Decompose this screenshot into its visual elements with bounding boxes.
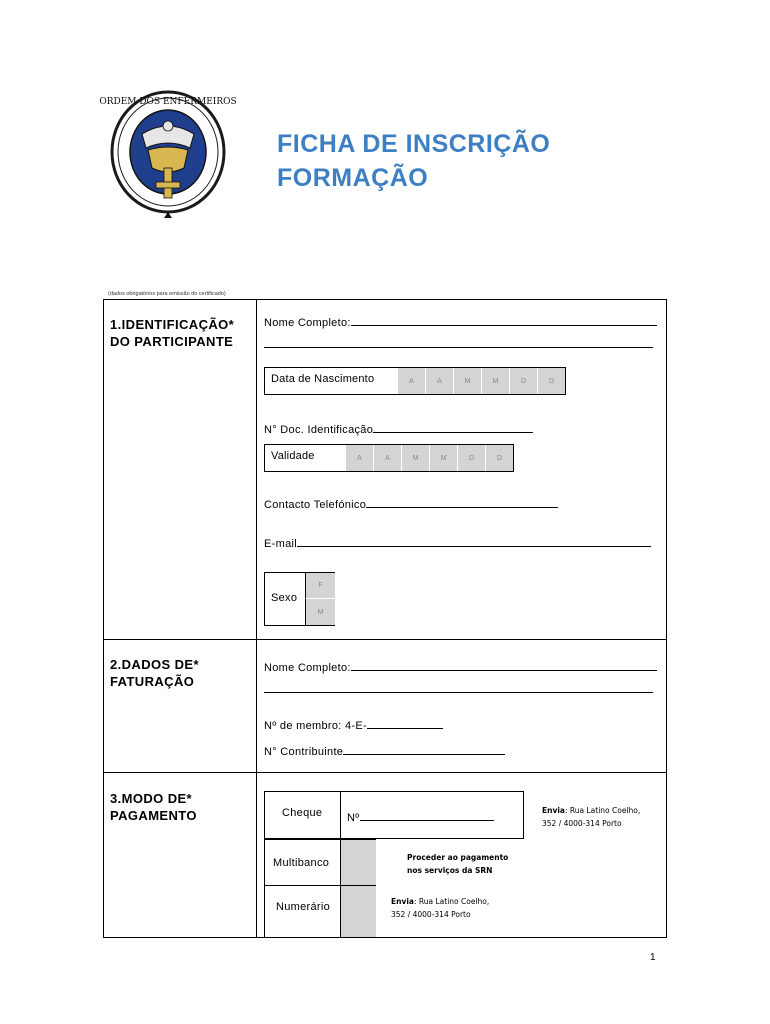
birth-year-cell-2[interactable]: A	[425, 368, 453, 394]
numerario-send-address: Envia: Rua Latino Coelho, 352 / 4000-314 Porto	[391, 897, 490, 919]
numerario-checkbox[interactable]	[340, 886, 376, 937]
taxpayer-number-input[interactable]	[343, 744, 505, 755]
multibanco-note: Proceder ao pagamento nos serviços da SRN	[407, 853, 509, 875]
cheque-number-input[interactable]	[360, 810, 494, 821]
participant-name-field[interactable]: Nome Completo:	[264, 315, 657, 329]
member-number-field[interactable]: Nº de membro: 4-E-	[264, 718, 443, 732]
page-number: 1	[650, 952, 656, 963]
birth-date-box[interactable]: Data de Nascimento A A M M D D	[264, 367, 566, 395]
billing-name-line2[interactable]	[264, 692, 653, 693]
birth-month-cell-2[interactable]: M	[481, 368, 509, 394]
validity-month-cell-2[interactable]: M	[429, 445, 457, 471]
cheque-divider	[340, 792, 341, 838]
cheque-send-address: Envia: Rua Latino Coelho, 352 / 4000-314 Porto	[542, 806, 641, 828]
form-title-line2: FORMAÇÃO	[277, 164, 429, 192]
birth-day-cell-1[interactable]: D	[509, 368, 537, 394]
row-divider-2	[103, 772, 667, 773]
sex-option-f[interactable]: F	[305, 573, 335, 599]
member-number-input[interactable]	[367, 718, 443, 729]
section-faturacao-title: 2.DADOS DE* FATURAÇÃO	[110, 657, 199, 689]
billing-name-field[interactable]: Nome Completo:	[264, 660, 657, 674]
sex-label: Sexo	[271, 592, 298, 604]
id-document-field[interactable]: N° Doc. Identificação	[264, 422, 533, 436]
id-document-input[interactable]	[373, 422, 533, 433]
validity-day-cell-1[interactable]: D	[457, 445, 485, 471]
sex-box	[264, 572, 335, 626]
birth-month-cell-1[interactable]: M	[453, 368, 481, 394]
birth-year-cell-1[interactable]: A	[397, 368, 425, 394]
phone-input[interactable]	[366, 497, 558, 508]
section-pagamento-title: 3.MODO DE* PAGAMENTO	[110, 791, 197, 823]
form-title-line1: FICHA DE INSCRIÇÃO	[277, 130, 551, 158]
multibanco-checkbox[interactable]	[340, 840, 376, 885]
birth-day-cell-2[interactable]: D	[537, 368, 565, 394]
participant-name-line2[interactable]	[264, 347, 653, 348]
row-divider-1	[103, 639, 667, 640]
svg-text:ORDEM DOS ENFERMEIROS: ORDEM DOS ENFERMEIROS	[99, 97, 237, 107]
email-field[interactable]: E-mail	[264, 536, 651, 550]
mandatory-note: (dados obrigatórios para emissão do certificado)	[108, 291, 226, 297]
validity-month-cell-1[interactable]: M	[401, 445, 429, 471]
phone-field[interactable]: Contacto Telefónico	[264, 497, 558, 511]
validity-year-cell-1[interactable]: A	[345, 445, 373, 471]
cheque-label: Cheque	[282, 807, 323, 819]
participant-name-input[interactable]	[351, 315, 657, 326]
validity-day-cell-2[interactable]: D	[485, 445, 513, 471]
validity-year-cell-2[interactable]: A	[373, 445, 401, 471]
ordem-enfermeiros-logo	[99, 88, 237, 222]
email-input[interactable]	[297, 536, 651, 547]
numerario-label: Numerário	[276, 901, 331, 913]
section-identificacao-title: 1.IDENTIFICAÇÃO* DO PARTICIPANTE	[110, 317, 235, 349]
billing-name-input[interactable]	[351, 660, 657, 671]
multibanco-label: Multibanco	[273, 857, 330, 869]
cheque-number-field[interactable]: Nº	[347, 810, 494, 824]
validity-date-box[interactable]: Validade A A M M D D	[264, 444, 514, 472]
sex-option-m[interactable]: M	[305, 599, 335, 625]
taxpayer-number-field[interactable]: N° Contribuinte	[264, 744, 505, 758]
column-divider	[256, 299, 257, 938]
